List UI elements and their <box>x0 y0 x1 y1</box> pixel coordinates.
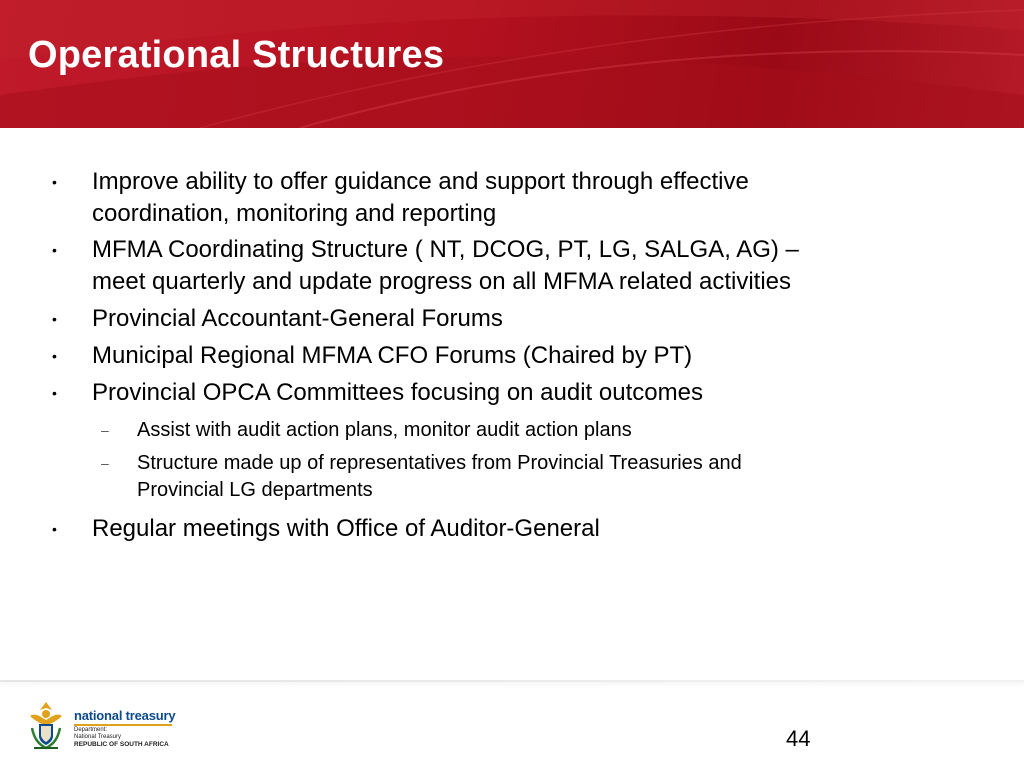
bullet-text-line: MFMA Coordinating Structure ( NT, DCOG, PT, LG, SALGA, AG) – <box>92 236 799 263</box>
national-treasury-logo <box>26 698 186 754</box>
bullet-item <box>52 166 972 230</box>
sub-bullet-text-line: Provincial LG departments <box>137 479 373 501</box>
logo-dept-line: National Treasury <box>74 734 122 740</box>
logo-divider <box>74 724 172 726</box>
sub-bullet-text-line: Structure made up of representatives from Provincial Treasuries and <box>137 452 742 474</box>
bullet-text-line: coordination, monitoring and reporting <box>92 200 497 227</box>
sub-bullet-marker: – <box>101 422 109 438</box>
bullet-text-line: Provincial Accountant-General Forums <box>92 305 503 332</box>
bullet-text-line: Regular meetings with Office of Auditor-General <box>92 515 600 542</box>
bullet-marker: • <box>52 242 57 258</box>
sub-bullet-item <box>101 450 957 504</box>
logo-dept-line: Department: <box>74 727 108 733</box>
page-number: 44 <box>786 726 811 751</box>
sub-bullet-text-line: Assist with audit action plans, monitor audit action plans <box>137 419 632 441</box>
logo-brand-text: national treasury <box>74 708 176 723</box>
bullet-marker: • <box>52 385 57 401</box>
slide-title: Operational Structures <box>28 34 445 76</box>
bullet-text-line: Improve ability to offer guidance and support through effective <box>92 168 749 195</box>
bullet-text-line: meet quarterly and update progress on all MFMA related activities <box>92 268 792 295</box>
bullet-text-line: Provincial OPCA Committees focusing on audit outcomes <box>92 379 703 406</box>
bullet-item <box>52 377 972 409</box>
footer-divider <box>0 680 1024 682</box>
logo-department-text <box>74 727 121 741</box>
bullet-item <box>52 513 972 545</box>
title-banner <box>0 0 1024 128</box>
bullet-text-line: Municipal Regional MFMA CFO Forums (Chaired by PT) <box>92 342 693 369</box>
sub-bullet-marker: – <box>101 455 109 471</box>
bullet-marker: • <box>52 311 57 327</box>
bullet-item <box>52 234 972 298</box>
bullet-marker: • <box>52 174 57 190</box>
bullet-marker: • <box>52 521 57 537</box>
sub-bullet-item <box>101 417 957 444</box>
bullet-item <box>52 340 972 372</box>
bullet-marker: • <box>52 348 57 364</box>
coat-of-arms-icon <box>26 698 66 752</box>
logo-country-text: REPUBLIC OF SOUTH AFRICA <box>74 741 169 748</box>
bullet-item <box>52 303 972 335</box>
